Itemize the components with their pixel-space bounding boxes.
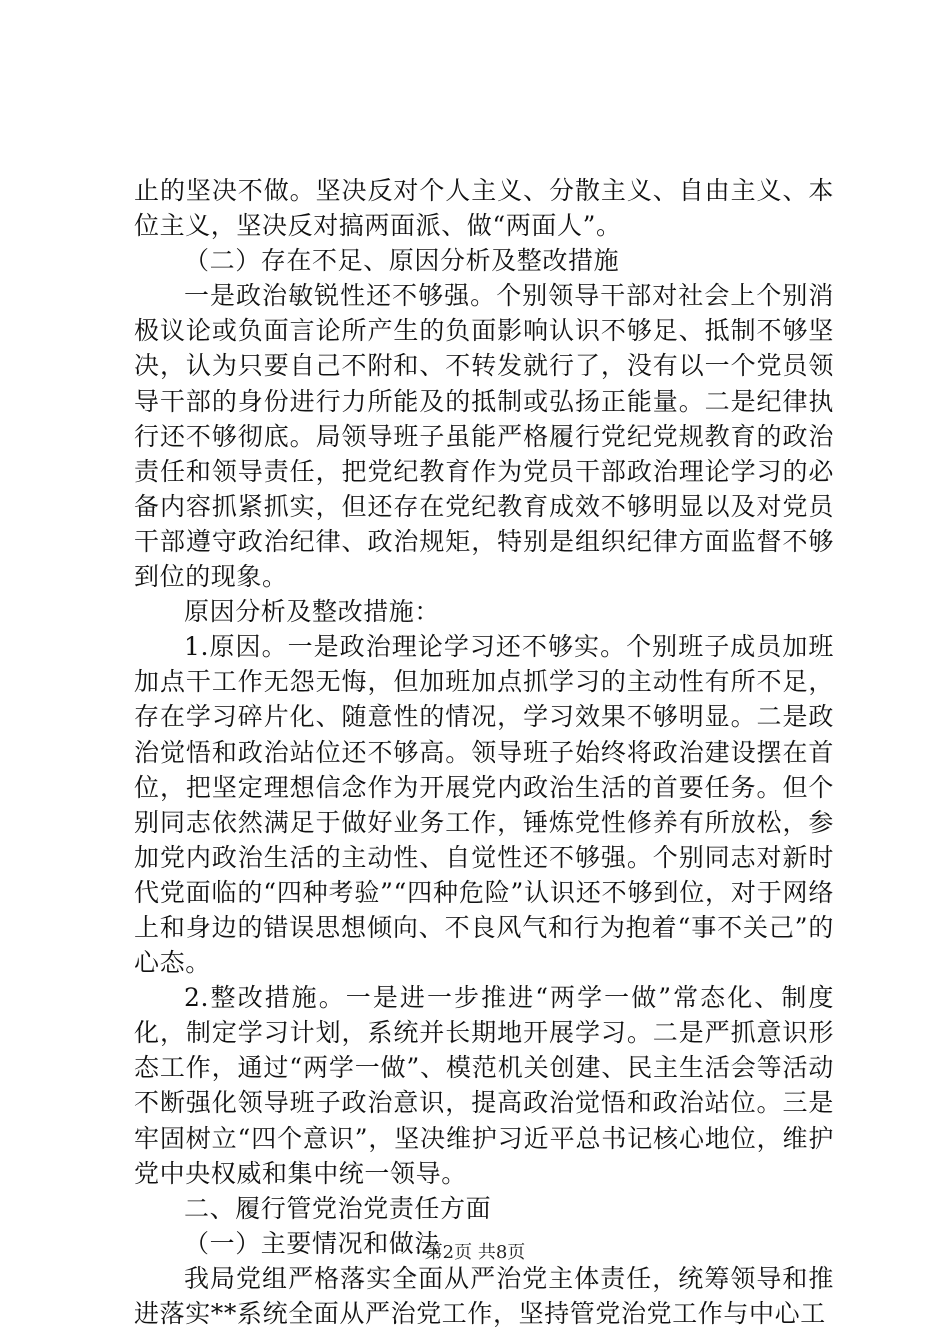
paragraph-1: 止的坚决不做。坚决反对个人主义、分散主义、自由主义、本位主义，坚决反对搞两面派、做“两面人”。 bbox=[134, 176, 834, 241]
paragraph-rectification: 2.整改措施。一是进一步推进“两学一做”常态化、制度化，制定学习计划，系统并长期地开展学习。二是严抓意识形态工作，通过“两学一做”、模范机关创建、民主生活会等活动不断强化领导班子政治意识，提高政治觉悟和政治站位。三是牢固树立“四个意识”，坚决维护习近平总书记核心地位，维护党中央权威和集中统一领导。 bbox=[134, 983, 834, 1188]
paragraph-main-situation: 我局党组严格落实全面从严治党主体责任，统筹领导和推进落实**系统全面从严治党工作，坚持管党治党工作与中心工 bbox=[134, 1263, 834, 1328]
subheading-cause-analysis: 原因分析及整改措施： bbox=[184, 597, 441, 627]
document-body bbox=[134, 173, 834, 1331]
paragraph-causes: 1.原因。一是政治理论学习还不够实。个别班子成员加班加点干工作无怨无悔，但加班加点抓学习的主动性有所不足，存在学习碎片化、随意性的情况，学习效果不够明显。二是政治觉悟和政治站位还不够高。领导班子始终将政治建设摆在首位，把坚定理想信念作为开展党内政治生活的首要任务。但个别同志依然满足于做好业务工作，锤炼党性修养有所放松，参加党内政治生活的主动性、自觉性还不够强。个别同志对新时代党面临的“四种考验”“四种危险”认识还不够到位，对于网络上和身边的错误思想倾向、不良风气和行为抱着“事不关己”的心态。 bbox=[134, 632, 834, 978]
section-heading-responsibility: 二、履行管党治党责任方面 bbox=[184, 1193, 492, 1223]
section-heading-shortcomings: （二）存在不足、原因分析及整改措施 bbox=[184, 246, 620, 276]
subheading-main-situation: （一）主要情况和做法 bbox=[184, 1228, 441, 1258]
page-number-footer: 第2页 共8页 bbox=[424, 1242, 526, 1263]
paragraph-shortcomings: 一是政治敏锐性还不够强。个别领导干部对社会上个别消极议论或负面言论所产生的负面影响认识不够足、抵制不够坚决，认为只要自己不附和、不转发就行了，没有以一个党员领导干部的身份进行力所能及的抵制或弘扬正能量。二是纪律执行还不够彻底。局领导班子虽能严格履行党纪党规教育的政治责任和领导责任，把党纪教育作为党员干部政治理论学习的必备内容抓紧抓实，但还存在党纪教育成效不够明显以及对党员干部遵守政治纪律、政治规矩，特别是组织纪律方面监督不够到位的现象。 bbox=[134, 281, 834, 592]
